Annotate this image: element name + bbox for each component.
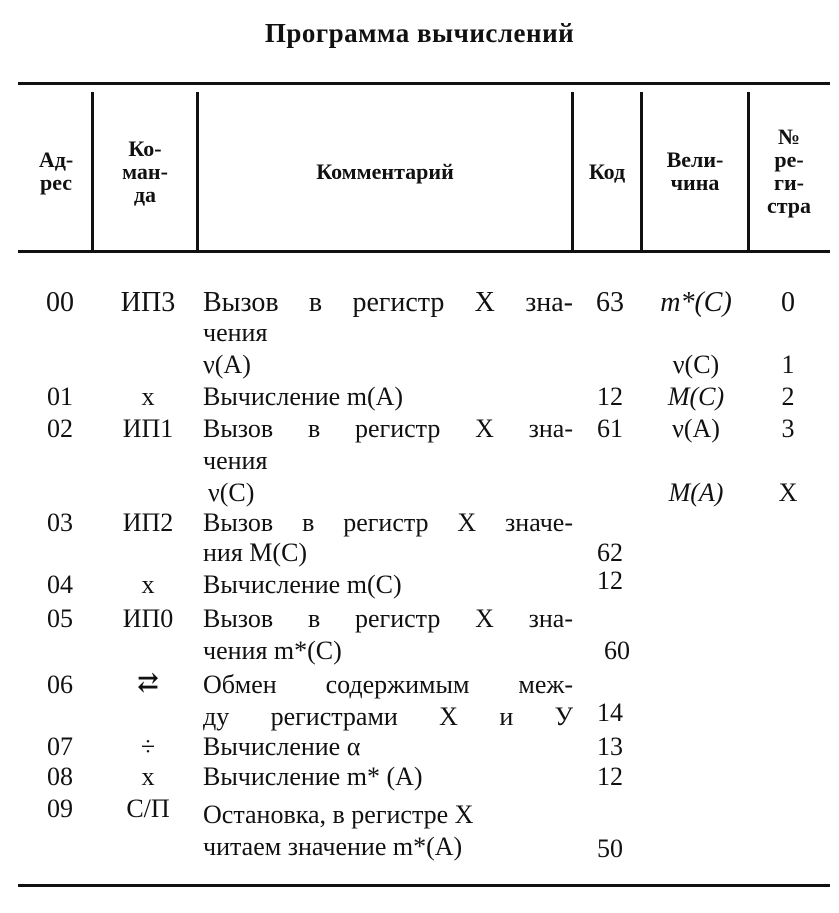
- cell-comment: читаем значение m*(A): [203, 832, 463, 861]
- cell-register: 2: [781, 382, 795, 411]
- cell-value: m*(C): [660, 287, 732, 318]
- cell-comment: Вызов в регистр X зна-: [203, 414, 573, 443]
- cell-address: 04: [47, 570, 73, 599]
- cell-address: 05: [47, 604, 73, 633]
- header-command: Ко- ман- да: [122, 135, 168, 207]
- cell-code: 60: [604, 636, 630, 665]
- table-bottom-rule: [18, 884, 830, 887]
- cell-comment: Остановка, в регистре X: [203, 800, 474, 829]
- cell-command: ИП1: [122, 414, 174, 443]
- column-divider: [747, 92, 750, 250]
- cell-comment: ду регистрами X и У: [203, 702, 573, 731]
- cell-address: 02: [47, 414, 73, 443]
- cell-command: x: [141, 762, 155, 791]
- cell-comment: ν(C): [208, 478, 255, 507]
- cell-comment: Вызов в регистр X зна-: [203, 604, 573, 633]
- table-top-rule: [18, 82, 830, 85]
- column-divider: [640, 92, 643, 250]
- cell-address: 09: [47, 794, 73, 823]
- header-value: Вели- чина: [666, 147, 724, 195]
- cell-address: 01: [47, 382, 73, 411]
- cell-command: ИП0: [122, 604, 174, 633]
- table-header-rule: [18, 250, 830, 253]
- cell-value: ν(C): [672, 350, 720, 379]
- cell-command: ИП2: [122, 508, 174, 537]
- cell-comment: ния M(C): [203, 538, 308, 567]
- cell-comment: чения m*(C): [203, 636, 342, 665]
- cell-address: 06: [47, 670, 73, 699]
- cell-comment: ν(A): [203, 350, 251, 379]
- column-divider: [571, 92, 574, 250]
- cell-address: 00: [46, 287, 74, 318]
- cell-value: ν(A): [672, 414, 720, 443]
- cell-command: С/П: [126, 794, 170, 823]
- exchange-icon: ⇄: [137, 668, 159, 697]
- cell-address: 08: [47, 762, 73, 791]
- header-register: № ре- ги- стра: [766, 124, 812, 218]
- cell-comment: чения: [203, 318, 268, 347]
- cell-command: x: [141, 382, 155, 411]
- cell-code: 61: [597, 414, 623, 443]
- cell-value: M(A): [668, 478, 724, 507]
- cell-comment: Вычисление m* (A): [203, 762, 423, 791]
- page-title: Программа вычислений: [264, 18, 575, 48]
- cell-register: 0: [781, 287, 795, 318]
- cell-register: 1: [781, 350, 795, 379]
- column-divider: [196, 92, 199, 250]
- cell-address: 07: [47, 732, 73, 761]
- cell-comment: Вызов в регистр X зна-: [203, 287, 573, 318]
- cell-comment: Вызов в регистр X значе-: [203, 508, 573, 537]
- cell-comment: Вычисление m(C): [203, 570, 402, 599]
- cell-register: X: [778, 478, 798, 507]
- header-address: Ад- рес: [38, 147, 74, 195]
- cell-code: 62: [597, 538, 623, 567]
- cell-code: 12: [597, 382, 623, 411]
- cell-code: 12: [597, 566, 623, 595]
- cell-comment: чения: [203, 446, 268, 475]
- header-comment: Комментарий: [316, 158, 454, 184]
- cell-command: ИП3: [120, 287, 176, 318]
- cell-code: 12: [597, 762, 623, 791]
- cell-code: 14: [597, 698, 623, 727]
- cell-comment: Обмен содержимым меж-: [203, 670, 573, 699]
- cell-comment: Вычисление m(A): [203, 382, 404, 411]
- cell-command: x: [141, 570, 155, 599]
- cell-address: 03: [47, 508, 73, 537]
- header-code: Код: [588, 158, 626, 184]
- divide-icon: ÷: [140, 732, 156, 761]
- cell-code: 13: [597, 732, 623, 761]
- cell-code: 50: [597, 834, 623, 863]
- cell-code: 63: [596, 287, 624, 318]
- cell-register: 3: [781, 414, 795, 443]
- column-divider: [91, 92, 94, 250]
- cell-comment: Вычисление α: [203, 732, 361, 761]
- cell-value: M(C): [667, 382, 725, 411]
